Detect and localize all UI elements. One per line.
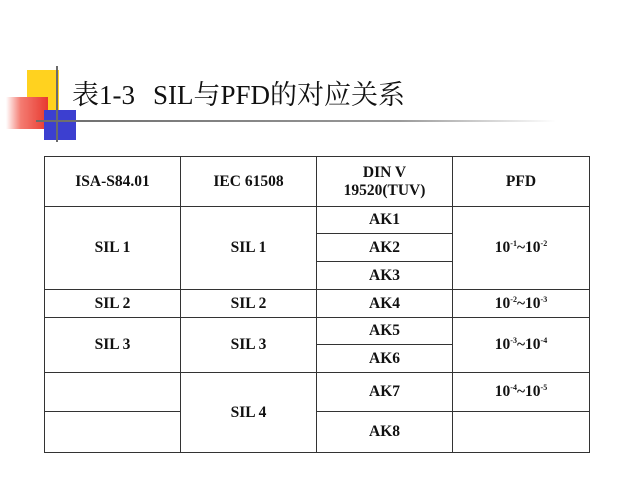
cell-ak5: AK5 — [317, 318, 453, 345]
cell-iec-sil4: SIL 4 — [181, 373, 317, 453]
header-iec: IEC 61508 — [181, 157, 317, 207]
cell-ak4: AK4 — [317, 290, 453, 318]
table-row — [45, 373, 590, 412]
pfd-base: 10 — [494, 383, 511, 400]
cell-iec-sil3: SIL 3 — [181, 318, 317, 373]
header-din-line1: DIN V — [362, 163, 407, 181]
pfd-separator: ~ — [516, 383, 526, 400]
table-number: 表1-3 — [72, 80, 135, 110]
cell-ak2: AK2 — [317, 234, 453, 262]
decor-blue-square — [44, 110, 76, 140]
cell-ak6: AK6 — [317, 345, 453, 373]
pfd-separator: ~ — [516, 239, 526, 256]
pfd-exponent: -3 — [510, 336, 517, 345]
cell-isa-sil2: SIL 2 — [45, 290, 181, 318]
cell-ak8: AK8 — [317, 412, 453, 453]
cell-isa-sil1: SIL 1 — [45, 207, 181, 290]
pfd-base: 10 — [525, 336, 541, 353]
pfd-base: 10 — [525, 383, 541, 400]
pfd-exponent: -3 — [540, 294, 548, 304]
cell-pfd-empty — [453, 412, 590, 453]
pfd-separator: ~ — [516, 294, 526, 312]
table-row — [45, 318, 590, 345]
cell-iec-sil2: SIL 2 — [181, 290, 317, 318]
sil-pfd-table — [44, 156, 590, 453]
header-isa: ISA-S84.01 — [45, 157, 181, 207]
title-text: SIL与PFD的对应关系 — [153, 80, 406, 110]
pfd-exponent: -2 — [510, 294, 517, 304]
table-header-row — [45, 157, 590, 207]
cell-pfd-1 — [453, 207, 590, 290]
cell-pfd-4 — [453, 373, 590, 412]
pfd-base: 10 — [494, 239, 511, 256]
pfd-exponent: -4 — [510, 383, 517, 392]
cell-ak7: AK7 — [317, 373, 453, 412]
decor-red-square — [6, 97, 48, 129]
pfd-base: 10 — [525, 294, 541, 312]
cell-pfd-2 — [453, 290, 590, 318]
header-din — [317, 157, 453, 207]
pfd-exponent: -2 — [540, 239, 548, 248]
cell-isa-sil3: SIL 3 — [45, 318, 181, 373]
page-title — [72, 78, 405, 112]
title-underline — [36, 120, 556, 122]
cell-ak3: AK3 — [317, 262, 453, 290]
decor-vertical-line — [56, 66, 58, 142]
table-row — [45, 207, 590, 234]
header-pfd: PFD — [453, 157, 590, 207]
cell-iec-sil1: SIL 1 — [181, 207, 317, 290]
table-row — [45, 412, 590, 453]
header-din-line2: 19520(TUV) — [343, 181, 426, 199]
cell-ak1: AK1 — [317, 207, 453, 234]
pfd-exponent: -5 — [540, 383, 548, 392]
pfd-base: 10 — [494, 294, 511, 312]
table-row — [45, 290, 590, 318]
pfd-base: 10 — [494, 336, 511, 353]
cell-pfd-3 — [453, 318, 590, 373]
cell-isa-empty-2 — [45, 412, 181, 453]
pfd-base: 10 — [525, 239, 541, 256]
pfd-exponent: -1 — [510, 239, 517, 248]
pfd-separator: ~ — [516, 336, 526, 353]
cell-isa-empty-1 — [45, 373, 181, 412]
pfd-exponent: -4 — [540, 336, 548, 345]
